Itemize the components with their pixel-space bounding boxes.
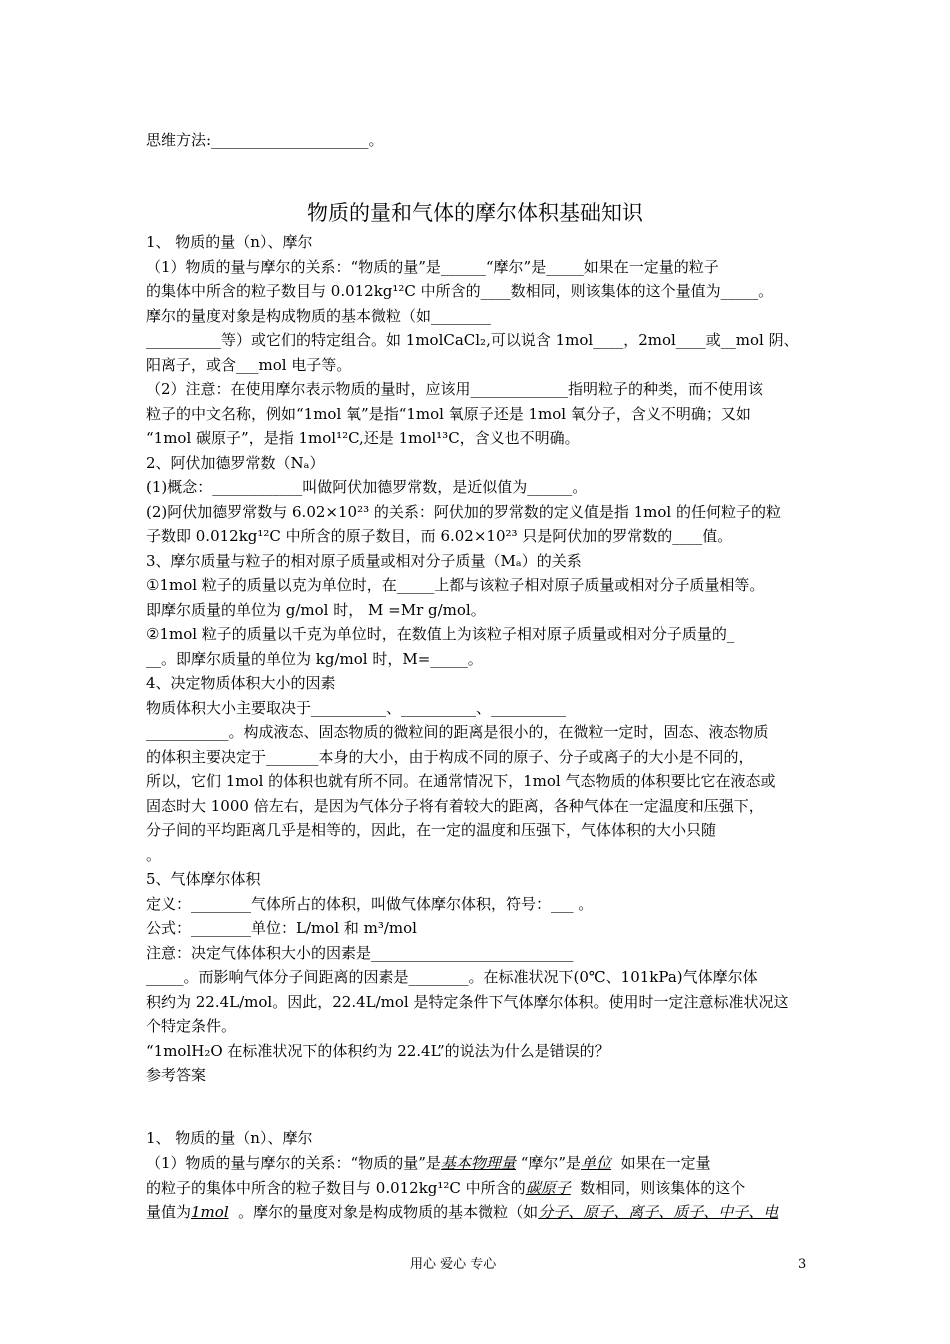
text-line: 即摩尔质量的单位为 g/mol 时， M =Mr g/mol。 bbox=[146, 600, 486, 619]
text-line: 定义：________气体所占的体积，叫做气体摩尔体积，符号：___ 。 bbox=[146, 894, 594, 913]
text-line: (2)阿伏加德罗常数与 6.02×10²³ 的关系：阿伏加的罗常数的定义值是指 1mol 的任何粒子的粒 bbox=[146, 502, 781, 521]
text-line: 的集体中所含的粒子数目与 0.012kg¹²C 中所含的____数相同，则该集体的这个量值为_____。 bbox=[146, 282, 774, 300]
text-line: 3、摩尔质量与粒子的相对原子质量或相对分子质量（Mₐ）的关系 bbox=[146, 551, 582, 570]
answer-text: “摩尔”是 bbox=[520, 1154, 582, 1172]
text-line: 所以，它们 1mol 的体积也就有所不同。在通常情况下，1mol 气态物质的体积要比它在液态或 bbox=[146, 772, 776, 790]
answer-fill: 1mol bbox=[191, 1203, 229, 1221]
text-line: __。即摩尔质量的单位为 kg/mol 时，M=_____。 bbox=[146, 649, 483, 668]
footer-motto: 用心 爱心 专心 bbox=[410, 1257, 497, 1272]
text-line: 分子间的平均距离几乎是相等的，因此，在一定的温度和压强下，气体体积的大小只随 bbox=[146, 821, 717, 839]
text-line: 摩尔的量度对象是构成物质的基本微粒（如________ bbox=[146, 306, 492, 325]
text-line: 2、阿伏加德罗常数（Nₐ） bbox=[146, 453, 325, 472]
answer-text: 的粒子的集体中所含的粒子数目与 0.012kg¹²C 中所含的 bbox=[146, 1179, 526, 1197]
page-number: 3 bbox=[798, 1257, 807, 1272]
answer-text: 数相同，则该集体的这个 bbox=[580, 1179, 746, 1197]
text-line: _____。而影响气体分子间距离的因素是________。在标准状况下(0℃、101kPa)气体摩尔体 bbox=[146, 968, 758, 986]
answer-fill: 碳原子 bbox=[525, 1179, 571, 1197]
answer-line-1 bbox=[146, 1151, 810, 1175]
text-line: 参考答案 bbox=[146, 1066, 207, 1084]
answer-text: 量值为 bbox=[146, 1203, 192, 1221]
text-line: ___________。构成液态、固态物质的微粒间的距离是很小的，在微粒一定时，固态、液态物质 bbox=[146, 723, 769, 741]
text-line: 物质体积大小主要取决于__________、__________、__________ bbox=[146, 698, 567, 717]
answer-text: 。摩尔的量度对象是构成物质的基本微粒（如 bbox=[238, 1203, 539, 1221]
answer-fill: 单位 bbox=[581, 1154, 612, 1172]
answer-text: （1）物质的量与摩尔的关系：“物质的量”是 bbox=[146, 1154, 441, 1172]
text-line: 个特定条件。 bbox=[146, 1017, 237, 1035]
text-line: __________等）或它们的特定组合。如 1molCaCl₂,可以说含 1mol____，2mol____或__mol 阴、 bbox=[146, 331, 799, 349]
text-line: 阳离子，或含___mol 电子等。 bbox=[146, 355, 352, 374]
text-line: 积约为 22.4L/mol。因此，22.4L/mol 是特定条件下气体摩尔体积。使用时一定注意标准状况这 bbox=[146, 992, 789, 1011]
text-line: 公式：________单位：L/mol 和 m³/mol bbox=[146, 919, 417, 937]
answer-fill: 基本物理量 bbox=[440, 1154, 516, 1172]
text-line: 固态时大 1000 倍左右，是因为气体分子将有着较大的距离，各种气体在一定温度和压强下， bbox=[146, 796, 764, 815]
text-line: 粒子的中文名称，例如“1mol 氧”是指“1mol 氧原子还是 1mol 氧分子，含义不明确；又如 bbox=[146, 404, 751, 423]
text-line: 4、决定物质体积大小的因素 bbox=[146, 674, 336, 692]
text-line: 1、 物质的量（n）、摩尔 bbox=[146, 233, 313, 251]
page-title: 物质的量和气体的摩尔体积基础知识 bbox=[307, 201, 643, 225]
text-line: 。 bbox=[146, 845, 162, 864]
text-line: 注意：决定气体体积大小的因素是___________________________ bbox=[146, 943, 574, 962]
thinking-method-line: 思维方法:_____________________。 bbox=[146, 131, 384, 149]
answer-fill: 分子、原子、离子、质子、中子、电 bbox=[538, 1203, 779, 1221]
text-line: 5、气体摩尔体积 bbox=[146, 870, 261, 888]
text-line: （2）注意：在使用摩尔表示物质的量时，应该用_____________指明粒子的种类，而不使用该 bbox=[146, 380, 764, 398]
answer-text: 如果在一定量 bbox=[620, 1154, 711, 1172]
answer-line-3 bbox=[146, 1200, 810, 1224]
answer-line-2 bbox=[146, 1176, 810, 1200]
text-line: 子数即 0.012kg¹²C 中所含的原子数目，而 6.02×10²³ 只是阿伏加的罗常数的____值。 bbox=[146, 527, 733, 545]
text-line: (1)概念：____________叫做阿伏加德罗常数，是近似值为______。 bbox=[146, 478, 588, 496]
text-line: ①1mol 粒子的质量以克为单位时，在_____上都与该粒子相对原子质量或相对分子质量相等。 bbox=[146, 576, 765, 594]
text-line: 的体积主要决定于_______本身的大小，由于构成不同的原子、分子或离子的大小是不同的， bbox=[146, 747, 754, 766]
answer-heading: 1、 物质的量（n）、摩尔 bbox=[146, 1129, 313, 1147]
text-line: “1molH₂O 在标准状况下的体积约为 22.4L”的说法为什么是错误的？ bbox=[146, 1041, 610, 1060]
text-line: “1mol 碳原子”，是指 1mol¹²C,还是 1mol¹³C，含义也不明确。 bbox=[146, 429, 580, 447]
text-line: （1）物质的量与摩尔的关系：“物质的量”是______“摩尔”是_____如果在一定量的粒子 bbox=[146, 257, 719, 276]
text-line: ②1mol 粒子的质量以千克为单位时，在数值上为该粒子相对原子质量或相对分子质量的_ bbox=[146, 625, 735, 643]
